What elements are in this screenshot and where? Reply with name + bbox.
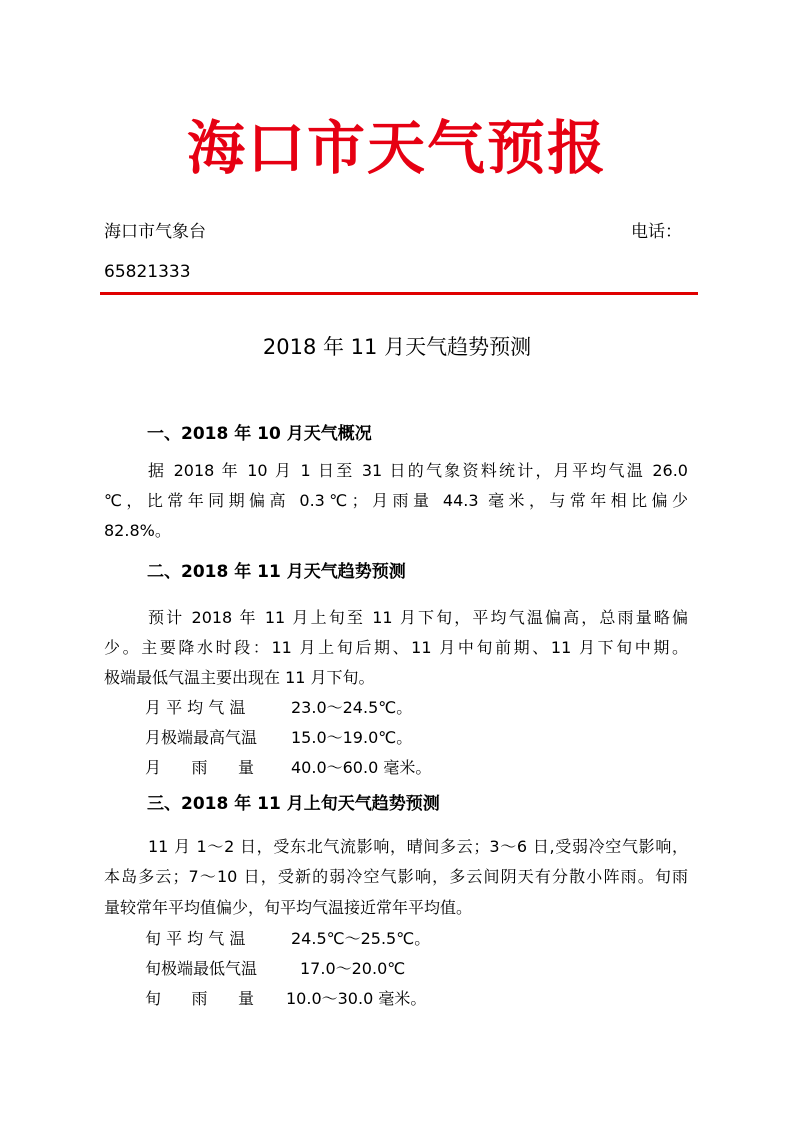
header-divider	[100, 292, 698, 295]
section-2-line-1: 预计 2018 年 11 月上旬至 11 月下旬，平均气温偏高，总雨量略偏	[148, 608, 688, 627]
section-2-stat-value: 15.0～19.0℃。	[291, 728, 413, 747]
section-1-line-2: ℃，比常年同期偏高 0.3℃；月雨量 44.3 毫米，与常年相比偏少	[104, 491, 688, 510]
section-2-stat-label: 月 雨 量	[145, 758, 255, 777]
phone-label: 电话：	[631, 222, 682, 242]
section-1-line-1: 据 2018 年 10 月 1 日至 31 日的气象资料统计，月平均气温 26.0	[148, 461, 688, 480]
section-3-stat-label: 旬 平 均 气 温	[145, 929, 246, 948]
section-2-stat-label: 月极端最高气温	[145, 728, 258, 747]
section-3-stat-label: 旬极端最低气温	[145, 959, 258, 978]
section-3-heading: 三、2018 年 11 月上旬天气趋势预测	[147, 794, 440, 814]
section-3-line-3: 量较常年平均值偏少，旬平均气温接近常年平均值。	[104, 898, 473, 917]
section-2-stat-value: 23.0～24.5℃。	[291, 698, 413, 717]
section-2-heading: 二、2018 年 11 月天气趋势预测	[147, 562, 406, 582]
section-3-stat-label: 旬 雨 量	[145, 989, 255, 1008]
document-title: 2018 年 11 月天气趋势预测	[262, 335, 532, 359]
section-3-stat-value: 17.0～20.0℃	[300, 959, 406, 978]
section-2-stat-value: 40.0～60.0 毫米。	[291, 758, 432, 777]
section-1-heading: 一、2018 年 10 月天气概况	[147, 424, 372, 444]
section-2-line-3: 极端最低气温主要出现在 11 月下旬。	[104, 668, 375, 687]
section-3-line-1: 11 月 1～2 日，受东北气流影响，晴间多云；3～6 日,受弱冷空气影响，	[148, 837, 688, 856]
section-3-stat-value: 10.0～30.0 毫米。	[286, 989, 427, 1008]
section-2-line-2: 少。主要降水时段：11 月上旬后期、11 月中旬前期、11 月下旬中期。	[104, 638, 688, 657]
section-3-stat-value: 24.5℃～25.5℃。	[291, 929, 431, 948]
section-1-line-3: 82.8%。	[104, 521, 171, 540]
section-2-stat-label: 月 平 均 气 温	[145, 698, 246, 717]
phone-number: 65821333	[104, 262, 191, 282]
org-name: 海口市气象台	[104, 222, 206, 242]
page-title: 海口市天气预报	[186, 114, 607, 182]
section-3-line-2: 本岛多云；7～10 日，受新的弱冷空气影响，多云间阴天有分散小阵雨。旬雨	[104, 867, 688, 886]
